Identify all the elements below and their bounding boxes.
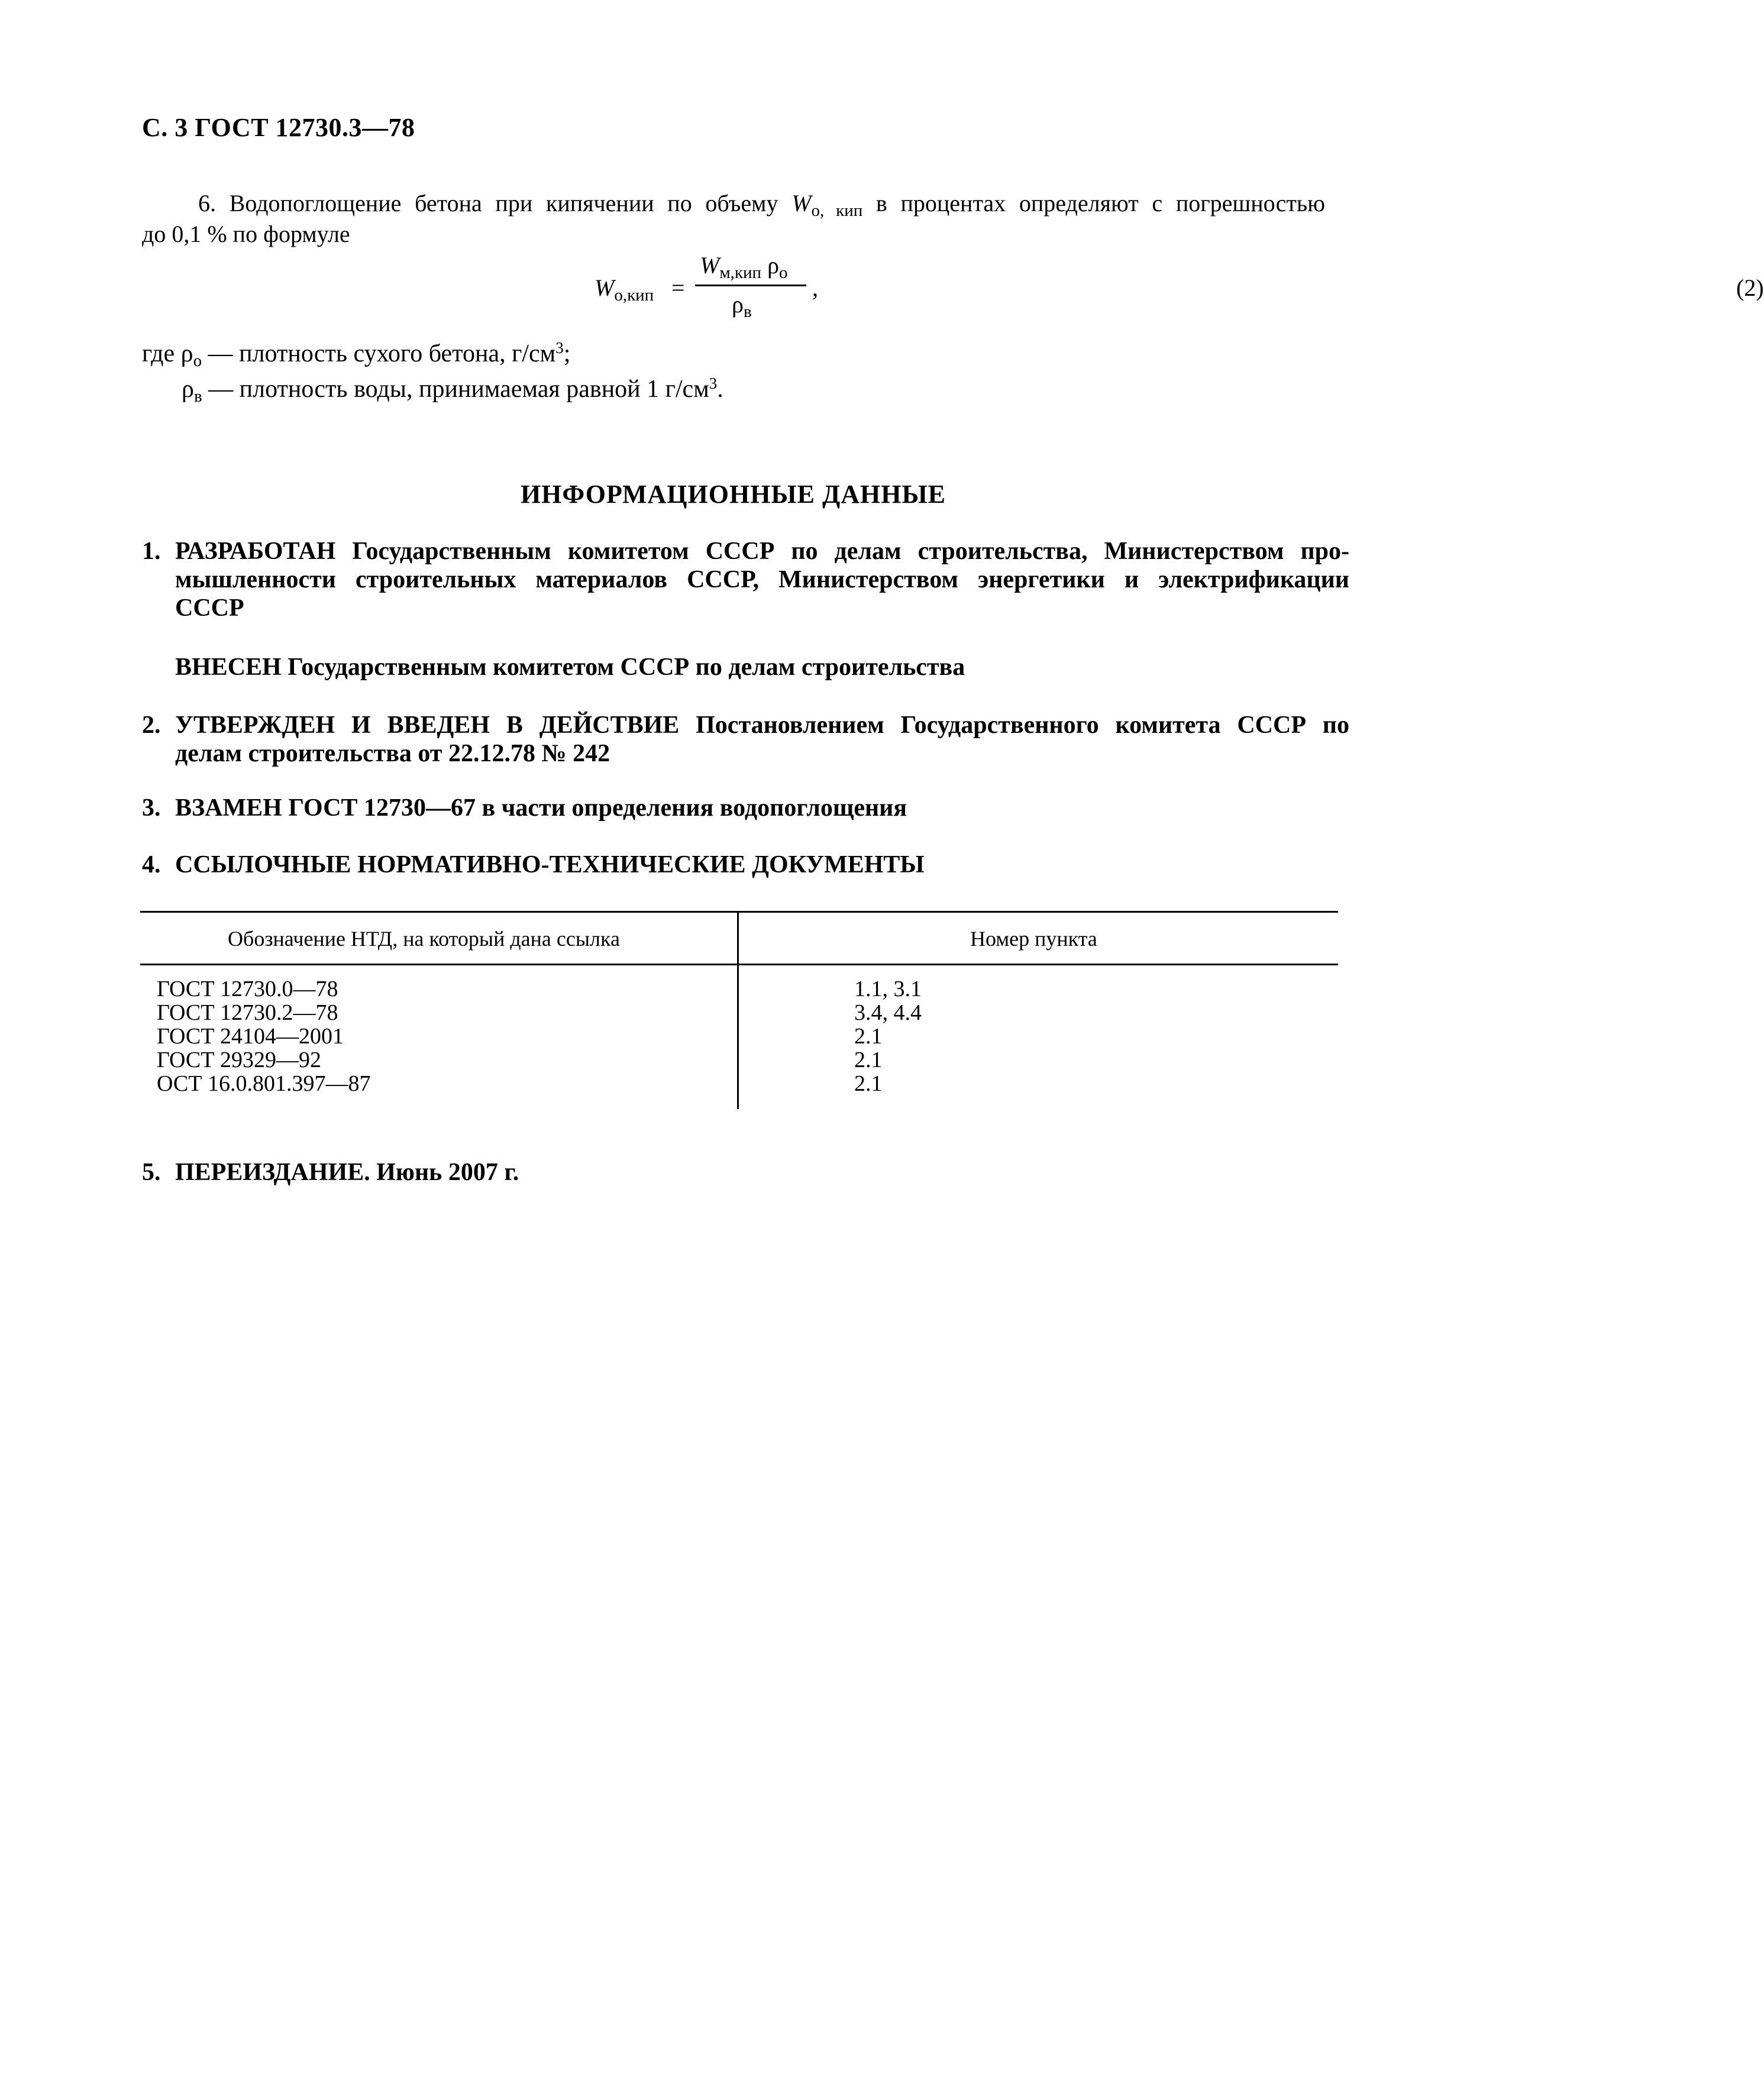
table-cell-clause: 2.1 (854, 1071, 883, 1096)
table-cell-clause: 3.4, 4.4 (854, 1000, 922, 1025)
formula-fraction-bar (695, 285, 806, 286)
info-item-1: 1. РАЗРАБОТАН Государственным комитетом СССР по делам строительства, Министерством про- мышленности строительных материалов СССР, Министерством энергетики и электрификации СССР (142, 538, 1349, 622)
table-column-divider (737, 911, 739, 1109)
formula-number: (2) (1736, 274, 1764, 301)
info-item-4: 4. ССЫЛОЧНЫЕ НОРМАТИВНО-ТЕХНИЧЕСКИЕ ДОКУМЕНТЫ (142, 851, 925, 878)
table-top-rule (140, 911, 1338, 913)
formula-denominator: $\rho_в$ (732, 291, 752, 321)
table-cell-clause: 2.1 (854, 1024, 883, 1049)
table-header-rule (140, 964, 1338, 965)
table-cell-designation: ГОСТ 29329—92 (157, 1048, 321, 1072)
where-line-rho-v: $\rho_в$ — плотность воды, принимаемая равной 1 $г/см^3$. (182, 374, 723, 406)
info-item-3: 3. ВЗАМЕН ГОСТ 12730—67 в части определения водопоглощения (142, 794, 907, 822)
info-item-2: 2. УТВЕРЖДЕН И ВВЕДЕН В ДЕЙСТВИЕ Постановлением Государственного комитета СССР по делам строительства от 22.12.78 № 242 (142, 712, 1349, 767)
table-header-clause: Номер пункта (970, 927, 1097, 951)
page-header: С. 3 ГОСТ 12730.3—78 (142, 113, 415, 142)
table-cell-designation: ГОСТ 24104—2001 (157, 1024, 344, 1049)
section-6-line-2: до 0,1 % по формуле (142, 221, 350, 247)
formula-numerator: $W_{м,кип}$ $\rho_о$ (700, 252, 788, 282)
where-line-rho-o: где $\rho_о$ — плотность сухого бетона, $г/см^3$; (142, 339, 571, 370)
section-6-line-1: 6. Водопоглощение бетона при кипячении по объему $W_{о, кип}$ в процентах определяют с погрешностью (198, 190, 1325, 220)
formula-lhs: $W_{о,кип}$ (595, 274, 654, 305)
table-cell-designation: ГОСТ 12730.0—78 (157, 977, 338, 1001)
table-cell-clause: 2.1 (854, 1048, 883, 1072)
table-cell-designation: ОСТ 16.0.801.397—87 (157, 1071, 371, 1096)
table-cell-clause: 1.1, 3.1 (854, 977, 922, 1001)
table-cell-designation: ГОСТ 12730.2—78 (157, 1000, 338, 1025)
formula-2 (595, 251, 1764, 328)
formula-equals: = (671, 274, 685, 301)
formula-comma: , (812, 274, 818, 301)
info-item-1-introduced: ВНЕСЕН Государственным комитетом СССР по делам строительства (175, 654, 965, 681)
info-item-5: 5. ПЕРЕИЗДАНИЕ. Июнь 2007 г. (142, 1159, 519, 1186)
section-6-paragraph (142, 188, 1325, 250)
where-clause (142, 336, 723, 407)
info-data-title: ИНФОРМАЦИОННЫЕ ДАННЫЕ (520, 480, 946, 509)
table-header-designation: Обозначение НТД, на который дана ссылка (228, 927, 620, 951)
